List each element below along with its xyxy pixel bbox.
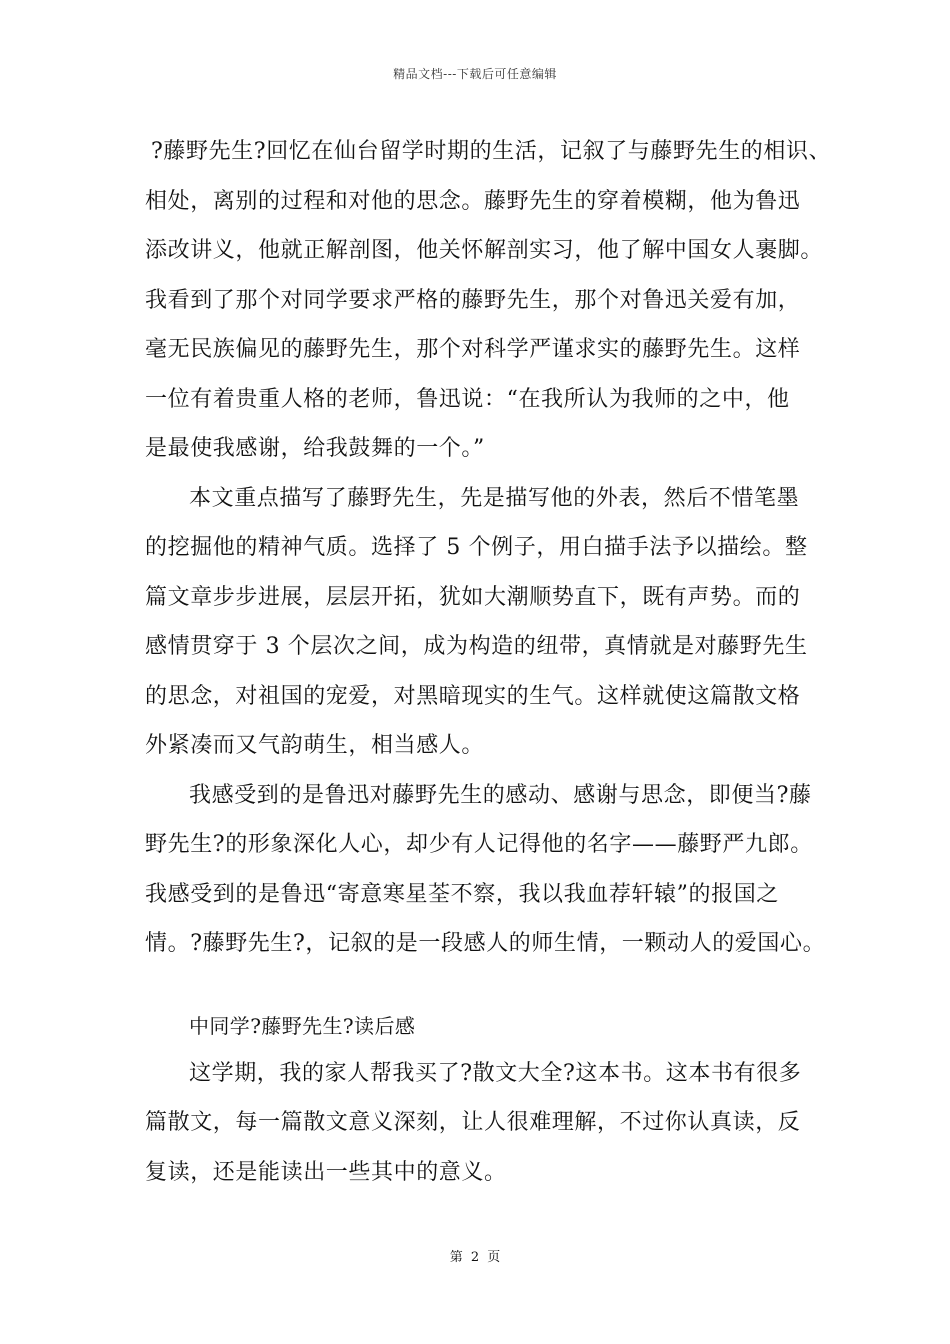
text-line: 相处，离别的过程和对他的思念。藤野先生的穿着模糊，他为鲁迅 xyxy=(145,188,801,214)
text-line: 我感受到的是鲁迅“寄意寒星荃不察，我以我血荐轩辕”的报国之 xyxy=(145,881,779,907)
paragraph-1 xyxy=(145,127,832,474)
document-body xyxy=(145,127,832,1197)
text-line: 情。?藤野先生?，记叙的是一段感人的师生情，一颗动人的爱国心。 xyxy=(145,931,826,956)
text-line: 复读，还是能读出一些其中的意义。 xyxy=(145,1159,507,1185)
text-line: 一位有着贵重人格的老师，鲁迅说：“在我所认为我师的之中，他 xyxy=(145,386,790,412)
text-line: ?藤野先生?回忆在仙台留学时期的生活，记叙了与藤野先生的相识、 xyxy=(151,139,832,164)
text-line: 我感受到的是鲁迅对藤野先生的感动、感谢与思念，即便当?藤 xyxy=(189,782,812,808)
section-title: 中同学?藤野先生?读后感 xyxy=(189,1013,416,1038)
text-line: 野先生?的形象深化人心，却少有人记得他的名字——藤野严九郎。 xyxy=(145,832,813,857)
paragraph-2 xyxy=(145,474,825,771)
text-line: 的挖掘他的精神气质。选择了 5 个例子，用白描手法予以描绘。整 xyxy=(145,535,808,560)
text-line: 篇文章步步进展，层层开拓，犹如大潮顺势直下，既有声势。而的 xyxy=(145,584,801,610)
paragraph-4 xyxy=(145,1049,825,1198)
paragraph-3 xyxy=(145,771,825,969)
text-line: 本文重点描写了藤野先生，先是描写他的外表，然后不惜笔墨 xyxy=(189,485,800,511)
page-number: 第 2 页 xyxy=(449,1250,501,1265)
section-spacer xyxy=(145,969,825,1006)
text-line: 篇散文，每一篇散文意义深刻，让人很难理解，不过你认真读，反 xyxy=(145,1110,801,1135)
text-line: 毫无民族偏见的藤野先生，那个对科学严谨求实的藤野先生。这样 xyxy=(145,337,801,362)
text-line: 外紧凑而又气韵萌生，相当感人。 xyxy=(145,733,485,758)
text-line: 我看到了那个对同学要求严格的藤野先生，那个对鲁迅关爱有加， xyxy=(145,287,801,313)
text-line: 添改讲义，他就正解剖图，他关怀解剖实习，他了解中国女人裹脚。 xyxy=(145,238,824,263)
text-line: 这学期，我的家人帮我买了?散文大全?这本书。这本书有很多 xyxy=(189,1060,802,1086)
text-line: 感情贯穿于 3 个层次之间，成为构造的纽带，真情就是对藤野先生 xyxy=(145,634,808,659)
text-line: 是最使我感谢，给我鼓舞的一个。” xyxy=(145,436,485,461)
text-line: 的思念，对祖国的宠爱，对黑暗现实的生气。这样就使这篇散文格 xyxy=(145,683,801,709)
page-header: 精品文档---下载后可任意编辑 xyxy=(393,67,557,81)
